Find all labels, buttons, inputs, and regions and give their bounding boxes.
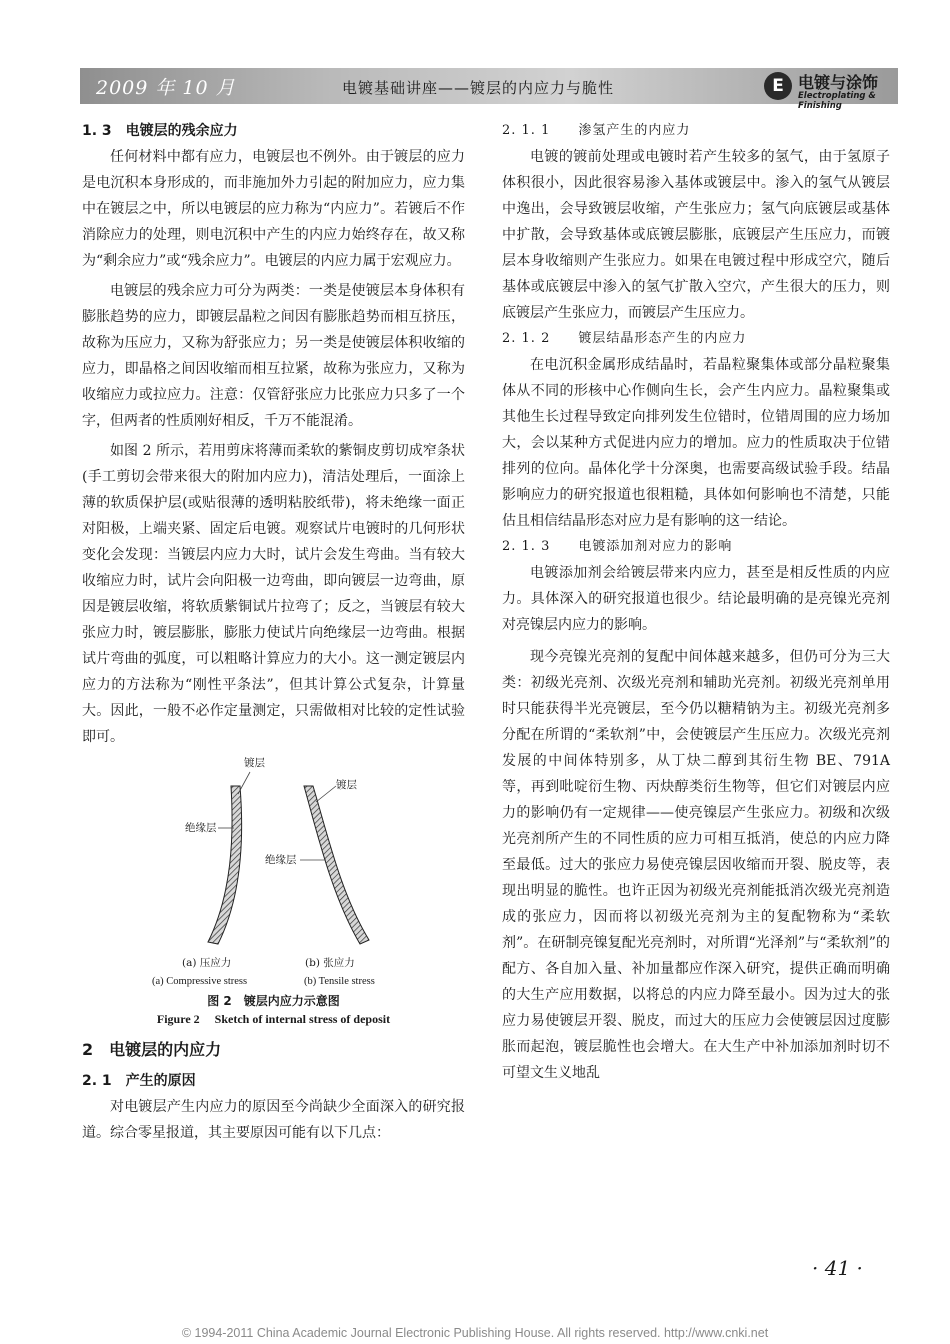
section-2-title: 2 电镀层的内应力 [82, 1040, 222, 1059]
page-number: · 41 · [812, 1256, 863, 1280]
journal-name-en: Electroplating & Finishing [798, 91, 876, 111]
label-plating-a: 镀层 [244, 757, 265, 769]
section-2-1-3-title: 2. 1. 3 电镀添加剂对应力的影响 [502, 539, 733, 554]
figure-2 [82, 756, 465, 992]
strip-a [208, 786, 242, 944]
running-header [80, 68, 898, 111]
figure-caption-en: Figure 2 Sketch of internal stress of deposit [156, 1012, 391, 1026]
leader-plating-a [238, 772, 250, 794]
stress-sketch-drawing [82, 756, 465, 992]
journal-logo-icon: E [764, 72, 792, 100]
section-2-1-1-title: 2. 1. 1 渗氢产生的内应力 [502, 123, 691, 138]
right-column [502, 118, 890, 1086]
subfig-b-en: (b) Tensile stress [304, 976, 375, 987]
section-2-1-2-title: 2. 1. 2 镀层结晶形态产生的内应力 [502, 331, 747, 346]
paragraph: 电镀的镀前处理或电镀时若产生较多的氢气，由于氢原子体积很小，因此很容易渗入基体或镀层中。渗入的氢气从镀层中逸出，会导致镀层收缩，产生张应力；氢气向底镀层或基体中扩散，会导致基体或底镀层膨胀，底镀层产生压应力，而镀层本身收缩则产生张应力。如果在电镀过程中形成空穴，随后基体或底镀层中渗入的氢气扩散入空穴，产生很大的压力，则底镀层产生张应力，而镀层产生压应力。 [502, 149, 890, 321]
leader-plating-b [316, 786, 336, 802]
header-title: 电镀基础讲座——镀层的内应力与脆性 [342, 79, 615, 97]
subfig-a-cn: (a) 压应力 [182, 957, 232, 969]
subfig-a-en: (a) Compressive stress [152, 976, 248, 987]
paragraph: 在电沉积金属形成结晶时，若晶粒聚集体或部分晶粒聚集体从不同的形核中心作侧向生长，会产生内应力。晶粒聚集或其他生长过程导致定向排列发生位错时，位错周围的应力场加大，会以某种方式促进内应力的增加。应力的性质取决于位错排列的位向。晶体化学十分深奥，也需要高级试验手段。结晶影响应力的研究报道也很粗糙，具体如何影响也不清楚，只能估且相信结晶形态对应力是有影响的这一结论。 [502, 357, 890, 529]
section-2-1-title: 2. 1 产生的原因 [82, 1073, 196, 1089]
section-1-3-title: 1. 3 电镀层的残余应力 [82, 123, 238, 139]
label-insulation-b: 绝缘层 [265, 854, 297, 866]
issue-date: 2009 年 10 月 [96, 77, 236, 99]
label-insulation-a: 绝缘层 [185, 822, 217, 834]
paragraph: 任何材料中都有应力，电镀层也不例外。由于镀层的应力是电沉积本身形成的，而非施加外力引起的附加应力，应力集中在镀层之中，所以电镀层的应力称为“内应力”。若镀后不作消除应力的处理，则电沉积中产生的内应力始终存在，故又称为“剩余应力”或“残余应力”。电镀层的内应力属于宏观应力。 [82, 149, 465, 269]
journal-logo [764, 71, 896, 111]
label-plating-b: 镀层 [336, 779, 357, 791]
paragraph: 对电镀层产生内应力的原因至今尚缺少全面深入的研究报道。综合零星报道，其主要原因可能有以下几点： [82, 1099, 465, 1141]
subfig-b-cn: (b) 张应力 [305, 957, 355, 969]
strip-b [304, 786, 369, 944]
figure-caption-cn: 图 2 镀层内应力示意图 [207, 994, 340, 1008]
paragraph: 电镀添加剂会给镀层带来内应力，甚至是相反性质的内应力。具体深入的研究报道也很少。结论最明确的是亮镍光亮剂对亮镍层内应力的影响。 [502, 565, 890, 633]
left-column [82, 118, 465, 1146]
paragraph: 如图 2 所示，若用剪床将薄而柔软的紫铜皮剪切成窄条状(手工剪切会带来很大的附加内应力)，清洁处理后，一面涂上薄的软质保护层(或贴很薄的透明粘胶纸带)，将未绝缘一面正对阳极，上端夹紧、固定后电镀。观察试片电镀时的几何形状变化会发现：当镀层内应力大时，试片会发生弯曲。当有较大收缩应力时，试片会向阳极一边弯曲，即向镀层一边弯曲，原因是镀层收缩，将软质紫铜试片拉弯了；反之，当镀层有较大张应力时，镀层膨胀，膨胀力使试片向绝缘层一边弯曲。根据试片弯曲的弧度，可以粗略计算应力的大小。这一测定镀层内应力的方法称为“刚性平条法”，但其计算公式复杂，计算量大。因此，一般不必作定量测定，只需做相对比较的定性试验即可。 [82, 443, 465, 745]
copyright-footer: © 1994-2011 China Academic Journal Electronic Publishing House. All rights reserved. http://www.cnki.net [181, 1326, 769, 1340]
paragraph: 现今亮镍光亮剂的复配中间体越来越多，但仍可分为三大类：初级光亮剂、次级光亮剂和辅助光亮剂。初级光亮剂单用时只能获得半光亮镀层，至今仍以糖精钠为主。初级光亮剂多分配在所谓的“柔软剂”中，会使镀层产生压应力。次级光亮剂发展的中间体特别多，从丁炔二醇到其衍生物 BE、791A 等，再到吡啶衍生物、丙炔醇类衍生物等，但它们对镀层内应力的影响仍有一定规律——使亮镍层产生张应力。初级和次级光亮剂所产生的不同性质的应力可相互抵消，使总的内应力降至最低。过大的张应力易使亮镍层因收缩而开裂、脱皮等，表现出明显的脆性。也许正因为初级光亮剂能抵消次级光亮剂造成的张应力，因而将以初级光亮剂为主的复配物称为“柔软剂”。在研制亮镍复配光亮剂时，对所谓“光泽剂”与“柔软剂”的配方、各自加入量、补加量都应作深入研究，提供正确而明确的大生产应用数据，以将总的内应力降至最小。因为过大的张应力易使镀层开裂、脱皮，而过大的压应力会使镀层因过度膨胀而起泡，镀层脆性也会增大。在大生产中补加添加剂时切不可望文生义地乱 [502, 649, 890, 1081]
journal-name-cn: 电镀与涂饰 [798, 73, 879, 92]
paragraph: 电镀层的残余应力可分为两类：一类是使镀层本身体积有膨胀趋势的应力，即镀层晶粒之间因有膨胀趋势而相互挤压，故称为压应力，又称为舒张应力；另一类是使镀层体积收缩的应力，即晶格之间因收缩而相互拉紧，故称为张应力，又称为收缩应力或拉应力。注意：仅管舒张应力比张应力只多了一个字，但两者的性质刚好相反，千万不能混淆。 [82, 283, 465, 429]
